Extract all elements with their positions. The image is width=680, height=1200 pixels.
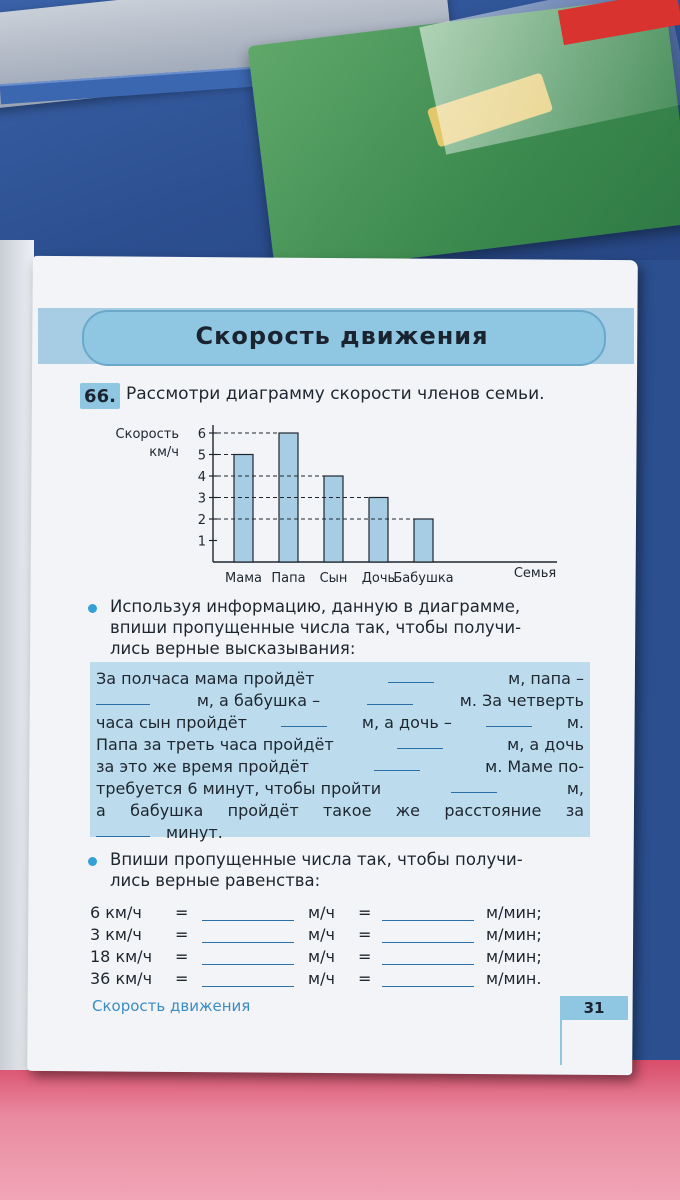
exercise-number: 66. (80, 383, 120, 409)
equals-sign: = (175, 925, 189, 944)
answer-blank[interactable] (382, 986, 474, 987)
equation-row (90, 947, 590, 969)
y-tick-label: 2 (197, 513, 206, 528)
y-tick-label: 1 (197, 534, 206, 550)
equals-sign: = (358, 969, 372, 988)
y-tick-label: 5 (197, 448, 206, 464)
x-axis-label: Семья (513, 566, 557, 581)
bar-Мама (234, 455, 253, 563)
equation-unit-mmin: м/мин. (486, 969, 542, 988)
fill-text: м. Маме по- (485, 757, 584, 776)
category-label: Дочь (361, 571, 396, 586)
category-label: Мама (225, 571, 262, 586)
y-axis-label: Скорость (115, 427, 179, 442)
equation-row (90, 903, 590, 925)
answer-blank[interactable] (202, 964, 294, 965)
fill-text: м, а дочь – (361, 713, 452, 732)
fill-text: за это же время пройдёт (96, 757, 309, 776)
equation-unit-mmin: м/мин; (486, 925, 542, 944)
equation-unit-mmin: м/мин; (486, 903, 542, 922)
answer-blank[interactable] (96, 690, 150, 705)
category-label: Сын (319, 571, 348, 586)
fill-text: м, а бабушка – (196, 691, 321, 710)
equation-unit-mmin: м/мин; (486, 947, 542, 966)
answer-blank[interactable] (382, 942, 474, 943)
equation-left: 36 км/ч (90, 969, 153, 988)
page-number-rule (560, 1020, 562, 1065)
equals-sign: = (175, 947, 189, 966)
answer-blank[interactable] (388, 668, 434, 683)
fill-line-5 (96, 756, 584, 778)
task1-line3: лись верные высказывания: (110, 639, 356, 658)
category-label: Папа (271, 571, 306, 586)
bar-Дочь (369, 498, 388, 563)
equation-left: 3 км/ч (90, 925, 142, 944)
fill-text: м. (566, 713, 584, 732)
bar-Сын (324, 476, 343, 562)
task2-line1: Впиши пропущенные числа так, чтобы получи- (110, 850, 523, 869)
answer-blank[interactable] (281, 712, 327, 727)
task1-line1: Используя информацию, данную в диаграмме, (110, 597, 521, 616)
answer-blank[interactable] (202, 920, 294, 921)
fill-text: За полчаса мама пройдёт (96, 669, 315, 688)
fill-text: м, папа – (508, 669, 584, 688)
fill-line-8 (96, 822, 584, 844)
bar-Бабушка (414, 519, 433, 562)
fill-line-4 (96, 734, 584, 756)
equation-row (90, 969, 590, 991)
answer-blank[interactable] (202, 986, 294, 987)
exercise-prompt: Рассмотри диаграмму скорости членов семьи. (126, 384, 545, 404)
equation-left: 6 км/ч (90, 903, 142, 922)
y-tick-label: 3 (197, 491, 206, 507)
answer-blank[interactable] (96, 822, 150, 837)
fill-line-3 (96, 712, 584, 734)
fill-line-2 (96, 690, 584, 712)
fill-text: м, (566, 779, 584, 798)
fill-text: Папа за треть часа пройдёт (96, 735, 334, 754)
equation-unit-mh: м/ч (308, 969, 335, 988)
equals-sign: = (358, 947, 372, 966)
answer-blank[interactable] (486, 712, 532, 727)
answer-blank[interactable] (397, 734, 443, 749)
bullet-icon (88, 857, 97, 866)
fill-text: м. За четверть (459, 691, 584, 710)
equation-unit-mh: м/ч (308, 947, 335, 966)
page-title: Скорость движения (195, 322, 489, 350)
chart-svg (95, 420, 575, 590)
page-number: 31 (560, 996, 628, 1020)
fill-text: м, а дочь (507, 735, 584, 754)
answer-blank[interactable] (382, 964, 474, 965)
task1-line2: впиши пропущенные числа так, чтобы получи- (110, 618, 522, 637)
y-tick-label: 4 (197, 470, 206, 485)
footer-section-title: Скорость движения (92, 997, 251, 1015)
fill-line-7 (96, 800, 584, 822)
answer-blank[interactable] (374, 756, 420, 771)
fill-text: требуется 6 минут, чтобы пройти (96, 779, 382, 798)
answer-blank[interactable] (382, 920, 474, 921)
pink-blanket (0, 1060, 680, 1200)
fill-text: а бабушка пройдёт такое же расстояние за (96, 801, 584, 820)
y-tick-label: 6 (197, 427, 206, 442)
bullet-icon (88, 604, 97, 613)
fill-line-6 (96, 778, 584, 800)
equation-unit-mh: м/ч (308, 925, 335, 944)
equals-sign: = (175, 969, 189, 988)
answer-blank[interactable] (202, 942, 294, 943)
answer-blank[interactable] (451, 778, 497, 793)
fill-text: часа сын пройдёт (96, 713, 247, 732)
category-label: Бабушка (393, 571, 454, 586)
task2-line2: лись верные равенства: (110, 871, 321, 890)
equals-sign: = (175, 903, 189, 922)
answer-blank[interactable] (367, 690, 413, 705)
equation-row (90, 925, 590, 947)
equation-left: 18 км/ч (90, 947, 153, 966)
fill-in-text (96, 668, 584, 844)
y-axis-unit: км/ч (149, 445, 179, 460)
equals-sign: = (358, 903, 372, 922)
speed-bar-chart (95, 420, 575, 590)
equals-sign: = (358, 925, 372, 944)
fill-text: минут. (166, 823, 223, 842)
equation-unit-mh: м/ч (308, 903, 335, 922)
fill-line-1 (96, 668, 584, 690)
